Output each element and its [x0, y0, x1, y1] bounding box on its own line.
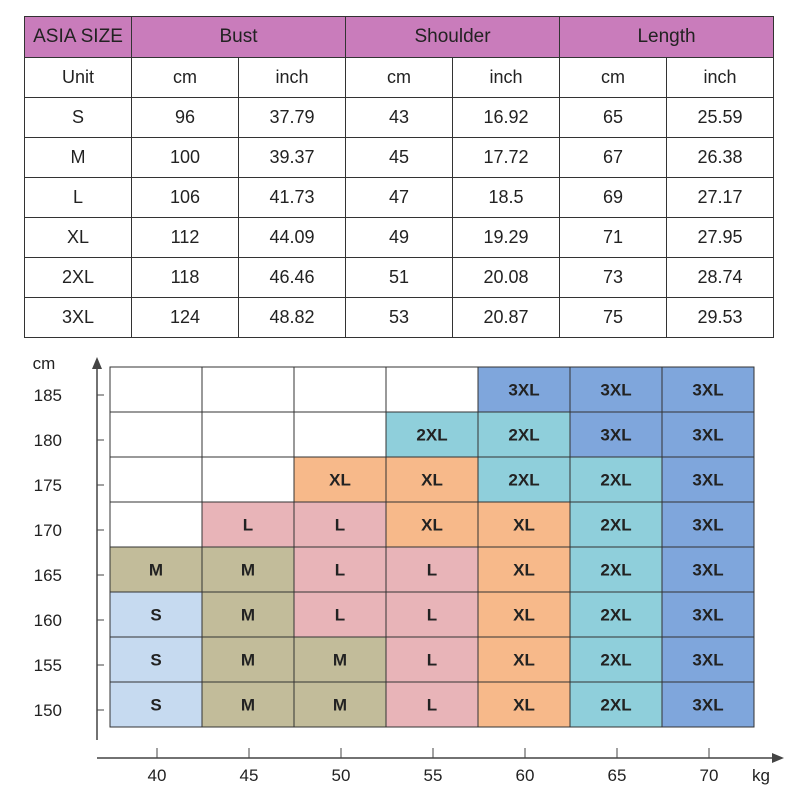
x-tick-label: 55	[423, 766, 443, 785]
cell-size-label: 2XL	[508, 425, 540, 445]
cell-size-label: 2XL	[600, 605, 632, 625]
cell-size-label: XL	[329, 470, 351, 490]
size-row	[25, 218, 774, 258]
measurement-cell: 47	[346, 178, 453, 218]
y-tick-label: 165	[33, 566, 62, 585]
measurement-cell: 73	[560, 258, 667, 298]
size-label: 2XL	[25, 258, 132, 298]
size-row	[25, 298, 774, 338]
y-tick-label: 175	[33, 476, 62, 495]
cell-size-label: L	[426, 605, 438, 625]
y-tick-label: 170	[33, 521, 62, 540]
y-tick-label: 160	[33, 611, 62, 630]
measurement-cell: 71	[560, 218, 667, 258]
cell-size-label: L	[334, 605, 346, 625]
measurement-cell: 124	[132, 298, 239, 338]
cell-size-label: 3XL	[692, 560, 724, 580]
x-tick-label: 65	[607, 766, 627, 785]
size-table-header	[25, 17, 774, 58]
cell-size-label: 2XL	[600, 650, 632, 670]
y-axis-unit: cm	[32, 354, 56, 373]
size-row	[25, 138, 774, 178]
measurement-cell: 16.92	[453, 98, 560, 138]
measurement-cell: 53	[346, 298, 453, 338]
x-tick-label: 45	[239, 766, 259, 785]
measurement-cell: 19.29	[453, 218, 560, 258]
cell-size-label: S	[150, 695, 162, 715]
size-label: XL	[25, 218, 132, 258]
grid-cell	[294, 412, 386, 457]
x-tick-label: 40	[147, 766, 167, 785]
size-chart	[0, 340, 800, 800]
measurement-cell: 75	[560, 298, 667, 338]
cell-size-label: 2XL	[600, 515, 632, 535]
cell-size-label: XL	[421, 470, 443, 490]
grid-cell	[202, 367, 294, 412]
x-tick-label: 70	[699, 766, 719, 785]
cell-size-label: M	[240, 650, 256, 670]
measurement-cell: 49	[346, 218, 453, 258]
measurement-cell: 29.53	[667, 298, 774, 338]
cell-size-label: 3XL	[692, 605, 724, 625]
cell-size-label: L	[242, 515, 254, 535]
y-tick-label: 185	[33, 386, 62, 405]
grid-cell	[386, 367, 478, 412]
cell-size-label: XL	[513, 515, 535, 535]
measurement-cell: 118	[132, 258, 239, 298]
size-table	[24, 16, 774, 338]
measurement-cell: 37.79	[239, 98, 346, 138]
cell-size-label: 2XL	[416, 425, 448, 445]
measurement-cell: 96	[132, 98, 239, 138]
cell-size-label: M	[332, 650, 348, 670]
cell-size-label: 3XL	[692, 650, 724, 670]
cell-size-label: 3XL	[692, 425, 724, 445]
y-axis-arrow	[92, 357, 102, 369]
cell-size-label: 2XL	[508, 470, 540, 490]
measurement-cell: 44.09	[239, 218, 346, 258]
size-row	[25, 98, 774, 138]
grid-cell	[110, 502, 202, 547]
y-tick-label: 180	[33, 431, 62, 450]
shoulder-header: Shoulder	[346, 17, 560, 58]
cell-size-label: 3XL	[692, 470, 724, 490]
size-row	[25, 178, 774, 218]
measurement-cell: 39.37	[239, 138, 346, 178]
x-tick-label: 60	[515, 766, 535, 785]
measurement-cell: 100	[132, 138, 239, 178]
cell-size-label: 3XL	[600, 380, 632, 400]
grid-cell	[294, 367, 386, 412]
measurement-cell: 41.73	[239, 178, 346, 218]
cell-size-label: M	[240, 605, 256, 625]
cell-size-label: XL	[421, 515, 443, 535]
cell-size-label: 2XL	[600, 695, 632, 715]
cell-size-label: L	[426, 560, 438, 580]
measurement-cell: 17.72	[453, 138, 560, 178]
size-row	[25, 258, 774, 298]
size-label: 3XL	[25, 298, 132, 338]
cell-size-label: S	[150, 605, 162, 625]
measurement-cell: 18.5	[453, 178, 560, 218]
unit-cell: inch	[239, 58, 346, 98]
measurement-cell: 25.59	[667, 98, 774, 138]
length-header: Length	[560, 17, 774, 58]
cell-size-label: 3XL	[692, 695, 724, 715]
cell-size-label: XL	[513, 650, 535, 670]
grid-cell	[110, 367, 202, 412]
unit-cell: inch	[667, 58, 774, 98]
asia-size-header: ASIA SIZE	[25, 17, 132, 58]
cell-size-label: M	[332, 695, 348, 715]
measurement-cell: 27.17	[667, 178, 774, 218]
measurement-cell: 45	[346, 138, 453, 178]
measurement-cell: 48.82	[239, 298, 346, 338]
measurement-cell: 69	[560, 178, 667, 218]
measurement-cell: 112	[132, 218, 239, 258]
cell-size-label: 3XL	[692, 515, 724, 535]
unit-cell: cm	[132, 58, 239, 98]
unit-row	[25, 58, 774, 98]
measurement-cell: 26.38	[667, 138, 774, 178]
cell-size-label: 3XL	[508, 380, 540, 400]
measurement-cell: 46.46	[239, 258, 346, 298]
cell-size-label: L	[334, 515, 346, 535]
cell-size-label: XL	[513, 560, 535, 580]
measurement-cell: 65	[560, 98, 667, 138]
unit-label: Unit	[25, 58, 132, 98]
y-tick-label: 150	[33, 701, 62, 720]
grid-cell	[202, 412, 294, 457]
cell-size-label: XL	[513, 605, 535, 625]
grid-cell	[110, 412, 202, 457]
x-axis-unit: kg	[752, 766, 770, 785]
grid-cell	[202, 457, 294, 502]
cell-size-label: 2XL	[600, 470, 632, 490]
cell-size-label: L	[426, 695, 438, 715]
cell-size-label: L	[334, 560, 346, 580]
measurement-cell: 27.95	[667, 218, 774, 258]
cell-size-label: L	[426, 650, 438, 670]
unit-cell: inch	[453, 58, 560, 98]
unit-cell: cm	[346, 58, 453, 98]
measurement-cell: 20.87	[453, 298, 560, 338]
cell-size-label: M	[240, 560, 256, 580]
cell-size-label: M	[240, 695, 256, 715]
measurement-cell: 67	[560, 138, 667, 178]
cell-size-label: S	[150, 650, 162, 670]
cell-size-label: XL	[513, 695, 535, 715]
measurement-cell: 20.08	[453, 258, 560, 298]
cell-size-label: 3XL	[692, 380, 724, 400]
measurement-cell: 43	[346, 98, 453, 138]
unit-cell: cm	[560, 58, 667, 98]
y-tick-label: 155	[33, 656, 62, 675]
cell-size-label: 2XL	[600, 560, 632, 580]
bust-header: Bust	[132, 17, 346, 58]
size-label: L	[25, 178, 132, 218]
cell-size-label: 3XL	[600, 425, 632, 445]
grid-cell	[110, 457, 202, 502]
size-label: S	[25, 98, 132, 138]
measurement-cell: 106	[132, 178, 239, 218]
measurement-cell: 51	[346, 258, 453, 298]
cell-size-label: M	[148, 560, 164, 580]
x-tick-label: 50	[331, 766, 351, 785]
measurement-cell: 28.74	[667, 258, 774, 298]
x-axis-arrow	[772, 753, 784, 763]
size-label: M	[25, 138, 132, 178]
